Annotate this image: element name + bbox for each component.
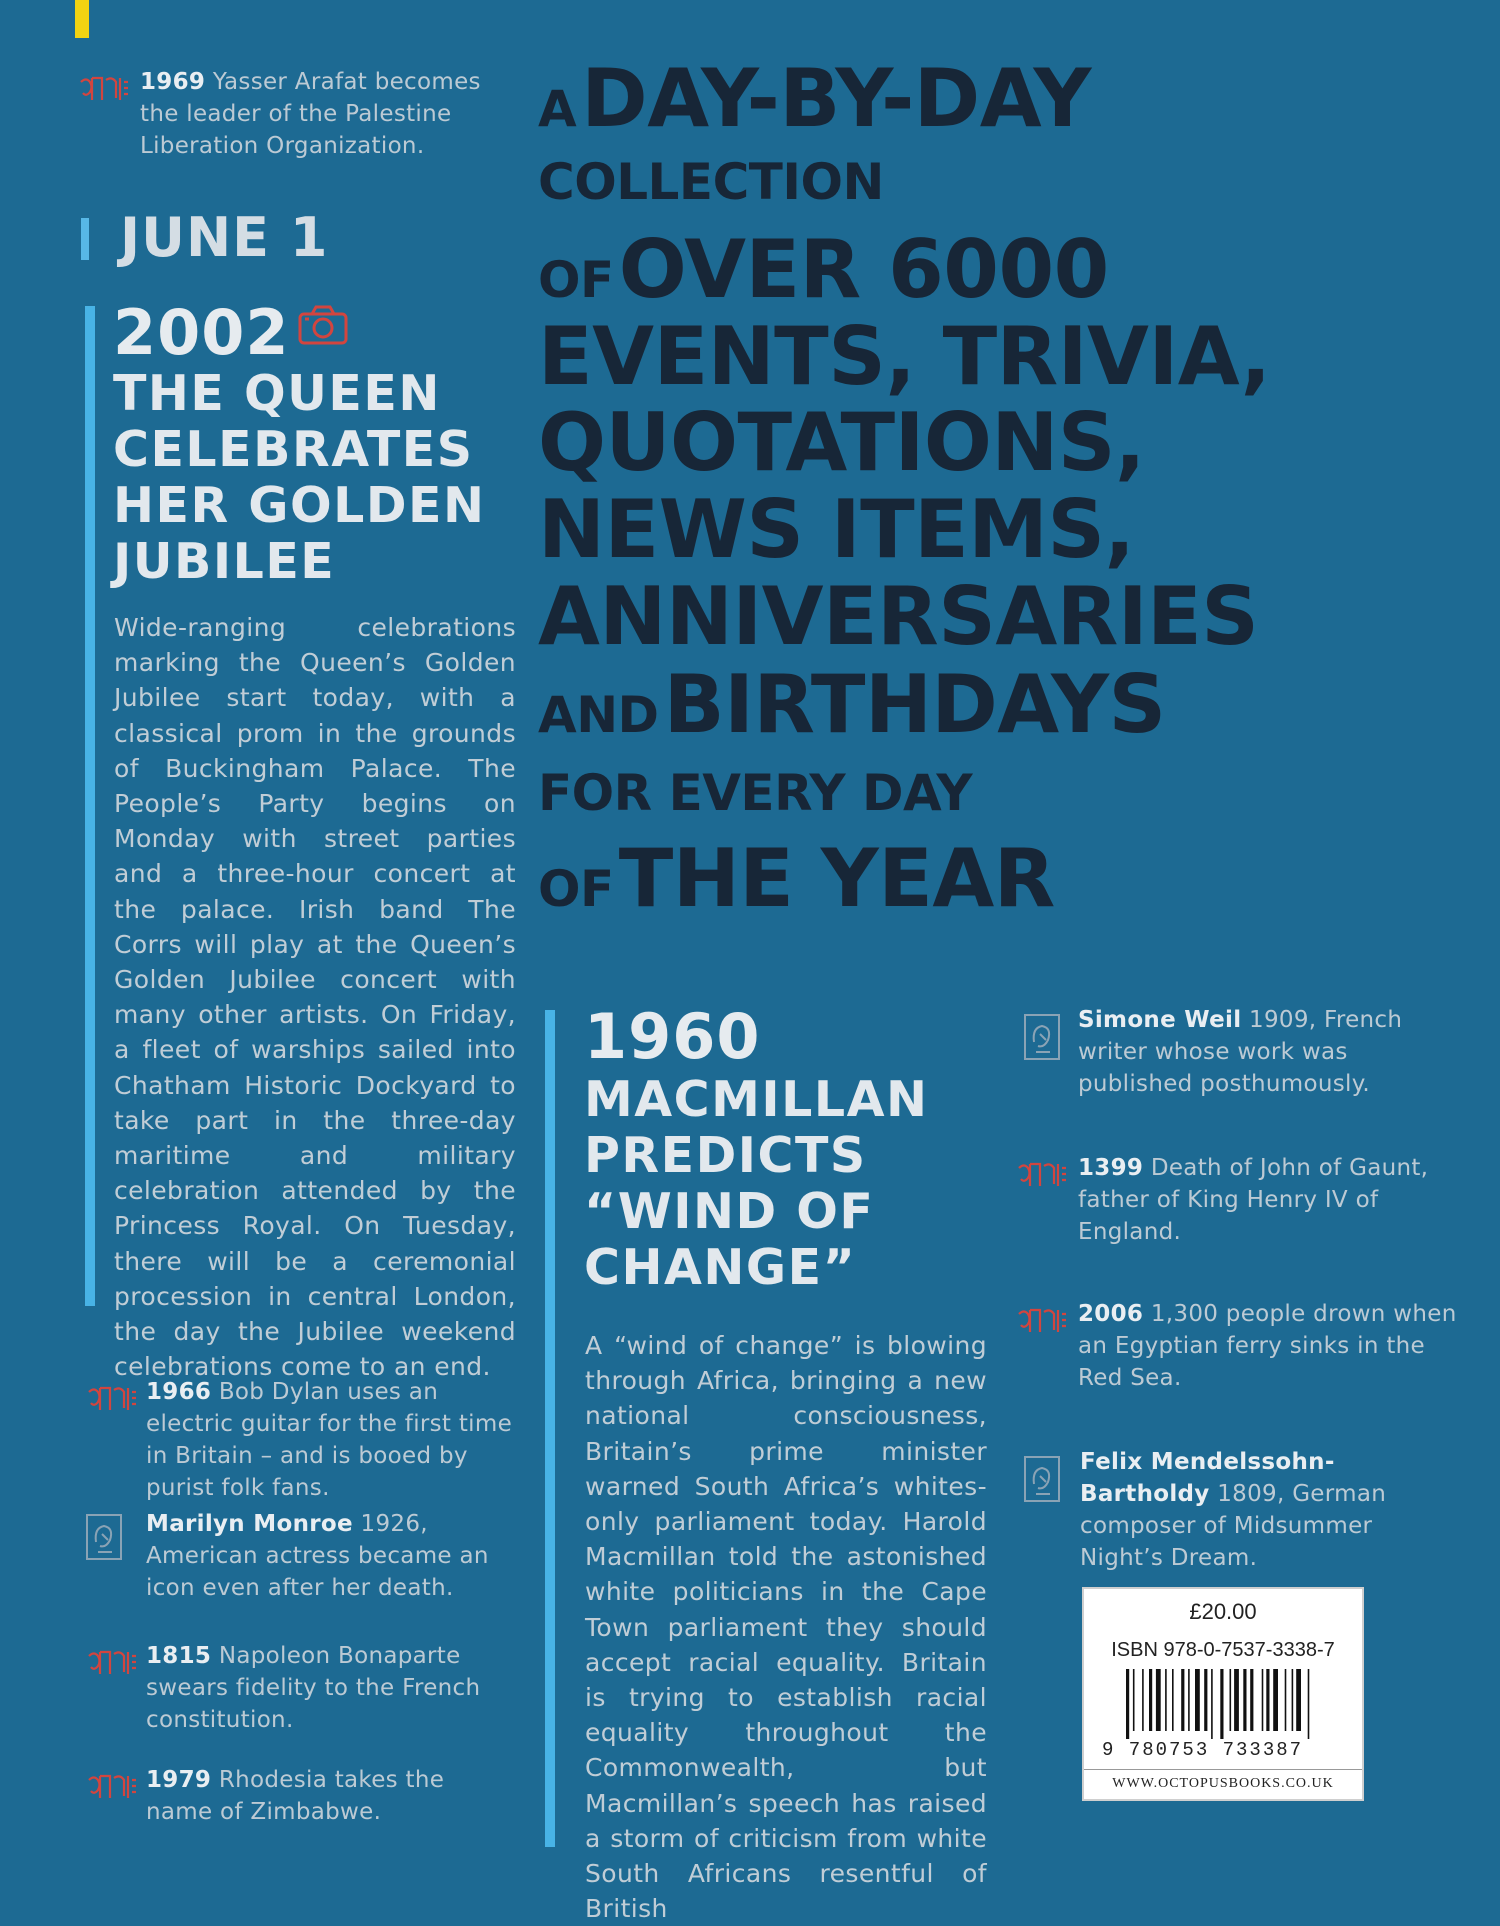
price: £20.00 <box>1189 1599 1257 1624</box>
title-word: OVER 6000 <box>618 223 1109 316</box>
story-headline <box>113 366 533 590</box>
headline-line: CHANGE” <box>584 1239 857 1296</box>
news-icon <box>1016 1306 1068 1336</box>
entry-name: Marilyn Monroe <box>146 1511 353 1537</box>
yellow-tab-marker <box>75 0 89 38</box>
cover-title <box>538 52 1271 925</box>
title-word: BIRTHDAYS <box>663 658 1166 751</box>
headline-line: JUBILEE <box>113 533 336 590</box>
story-body: Wide-ranging celebrations marking the Queen’s Golden Jubilee start today, with a classical prom in the grounds of Buckingham Palace. The People’s Party begins on Monday with street parties and a three-hour concert at the palace. Irish band The Corrs will play at the Queen’s Golden Jubilee concert with many other artists. On Friday, a fleet of warships sailed into Chatham Historic Dockyard to take part in the three-day maritime and military celebration attended by the Princess Royal. On Tuesday, there will be a ceremonial procession in central London, the day the Jubilee weekend celebrations come to an end. <box>114 613 516 1382</box>
headline-line: PREDICTS <box>584 1127 867 1184</box>
story-year: 1960 <box>584 1000 761 1073</box>
title-line: NEWS ITEMS, <box>538 483 1135 576</box>
headline-line: THE QUEEN <box>113 365 441 422</box>
title-line: FOR EVERY DAY <box>538 764 973 822</box>
entry <box>1078 1298 1468 1394</box>
entry <box>1078 1004 1438 1100</box>
title-word: A <box>538 80 577 138</box>
entry <box>146 1640 516 1736</box>
title-word: DAY-BY-DAY <box>581 52 1091 145</box>
story-headline <box>584 1072 1014 1296</box>
news-icon <box>78 74 130 104</box>
title-word: OF <box>538 251 614 309</box>
date-heading: JUNE 1 <box>120 206 329 269</box>
entry-name: Simone Weil <box>1078 1007 1242 1033</box>
headline-line: MACMILLAN <box>584 1071 929 1128</box>
entry-year: 2006 <box>1078 1301 1144 1327</box>
entry <box>1080 1446 1460 1574</box>
entry-year: 1815 <box>146 1643 212 1669</box>
entry-text: 1909, French writer whose work was published posthumously. <box>1078 1007 1403 1097</box>
news-icon <box>86 1772 138 1802</box>
entry-year: 1969 <box>140 69 206 95</box>
entry-year: 1979 <box>146 1767 212 1793</box>
barcode-digits: 9 780753 733387 <box>1102 1739 1304 1761</box>
entry-text: Bob Dylan uses an electric guitar for the first time in Britain – and is booed by purist folk fans. <box>146 1379 513 1501</box>
entry-text: 1,300 people drown when an Egyptian ferry sinks in the Red Sea. <box>1078 1301 1457 1391</box>
news-icon <box>1016 1160 1068 1190</box>
title-line: COLLECTION <box>538 153 884 211</box>
news-icon <box>86 1648 138 1678</box>
birthday-icon <box>1022 1012 1062 1062</box>
title-word: OF <box>538 860 614 918</box>
story-accent-bar <box>85 306 95 1306</box>
top-entry <box>140 66 520 162</box>
headline-line: CELEBRATES <box>113 421 474 478</box>
barcode <box>1126 1669 1344 1739</box>
entry-text: Rhodesia takes the name of Zimbabwe. <box>146 1767 445 1825</box>
story-year: 2002 <box>113 296 290 369</box>
entry <box>146 1764 516 1828</box>
entry-text: Death of John of Gaunt, father of King Henry IV of England. <box>1078 1155 1429 1245</box>
camera-icon <box>297 304 349 346</box>
news-icon <box>86 1384 138 1414</box>
headline-line: HER GOLDEN <box>113 477 486 534</box>
entry <box>146 1508 516 1604</box>
birthday-icon <box>1022 1454 1062 1504</box>
title-word: AND <box>538 686 659 744</box>
title-line: QUOTATIONS, <box>538 396 1145 489</box>
title-line: EVENTS, TRIVIA, <box>538 310 1271 403</box>
birthday-icon <box>84 1512 124 1562</box>
story-body: A “wind of change” is blowing through Africa, bringing a new national consciousness, Britain’s prime minister warned South Africa’s whites-only parliament today. Harold Macmillan told the astonished white politicians in the Cape Town parliament they should accept racial equality. Britain is trying to establish racial equality throughout the Commonwealth, but Macmillan’s speech has raised a storm of criticism from white South Africans resentful of British <box>585 1331 987 1924</box>
story-accent-bar <box>545 1010 555 1847</box>
publisher-url: WWW.OCTOPUSBOOKS.CO.UK <box>1084 1769 1362 1792</box>
entry-year: 1966 <box>146 1379 212 1405</box>
title-line: ANNIVERSARIES <box>538 570 1259 663</box>
entry-text: Napoleon Bonaparte swears fidelity to the French constitution. <box>146 1643 481 1733</box>
entry-year: 1399 <box>1078 1155 1144 1181</box>
entry-name: Felix Mendelssohn-Bartholdy <box>1080 1449 1335 1507</box>
entry-text: Yasser Arafat becomes the leader of the Palestine Liberation Organization. <box>140 69 481 159</box>
entry <box>1078 1152 1438 1248</box>
entry <box>146 1376 516 1504</box>
price-barcode-label <box>1082 1587 1364 1801</box>
entry-text: 1926, American actress became an icon even after her death. <box>146 1511 489 1601</box>
headline-line: “WIND OF <box>584 1183 875 1240</box>
title-word: THE YEAR <box>618 832 1055 925</box>
isbn: ISBN 978-0-7537-3338-7 <box>1111 1639 1335 1661</box>
date-heading-bar <box>81 218 89 260</box>
entry-text: 1809, German composer of Midsummer Night’s Dream. <box>1080 1481 1387 1571</box>
